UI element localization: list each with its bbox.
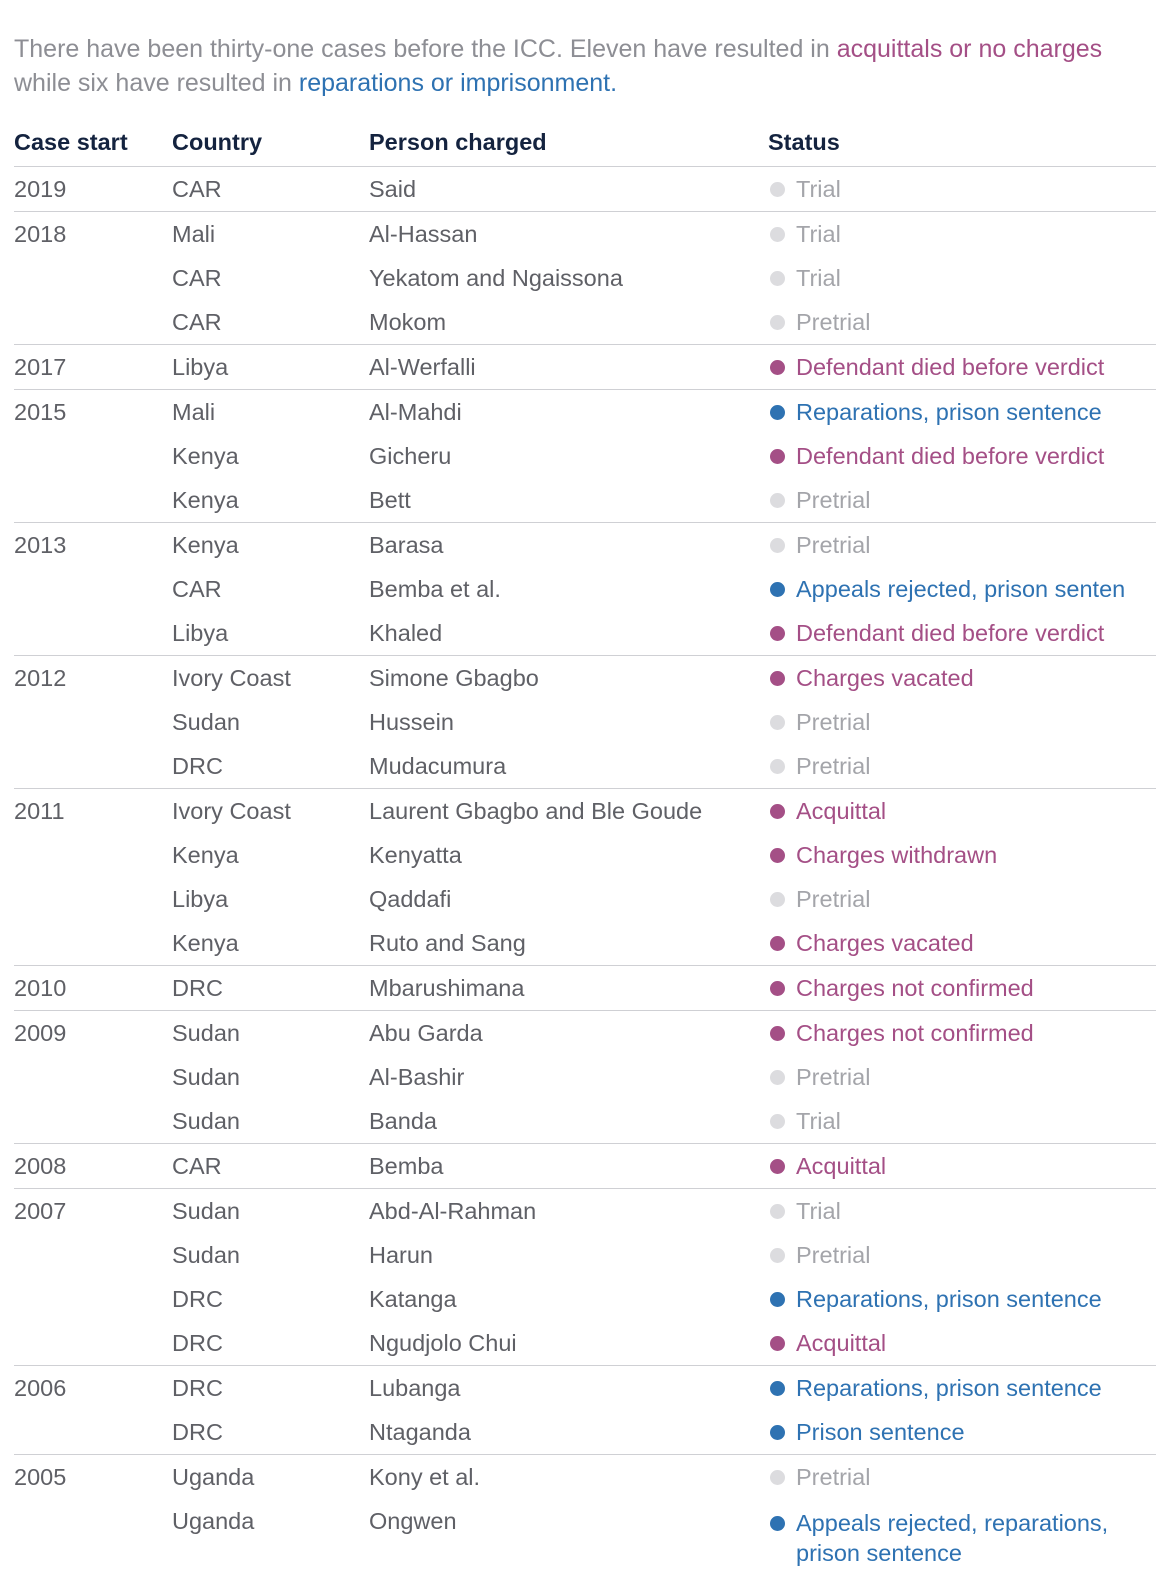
cell-case-start — [14, 1499, 172, 1574]
cell-person-charged: Katanga — [369, 1277, 768, 1321]
cell-person-charged: Ntaganda — [369, 1410, 768, 1455]
cell-status — [768, 345, 1156, 390]
table-row — [14, 789, 1156, 834]
status-label: Pretrial — [796, 530, 870, 560]
status-badge — [768, 1417, 965, 1447]
cell-status — [768, 1189, 1156, 1234]
table-row — [14, 1233, 1156, 1277]
status-label: Defendant died before verdict — [796, 352, 1104, 382]
cell-status — [768, 833, 1156, 877]
status-dot-icon — [770, 981, 785, 996]
status-badge — [768, 663, 974, 693]
cell-status — [768, 1277, 1156, 1321]
cell-status — [768, 1455, 1156, 1500]
cell-case-start — [14, 567, 172, 611]
table-row — [14, 1455, 1156, 1500]
cell-status — [768, 1321, 1156, 1366]
status-badge — [768, 1373, 1102, 1403]
status-dot-icon — [770, 182, 785, 197]
table-row — [14, 1099, 1156, 1144]
cell-status — [768, 744, 1156, 789]
cell-country: CAR — [172, 567, 369, 611]
cell-case-start: 2012 — [14, 656, 172, 701]
cell-person-charged: Mokom — [369, 300, 768, 345]
status-label: Trial — [796, 1106, 841, 1136]
status-badge — [768, 174, 841, 204]
status-badge — [768, 1284, 1102, 1314]
cell-case-start: 2019 — [14, 167, 172, 212]
table-row — [14, 656, 1156, 701]
cell-case-start: 2009 — [14, 1011, 172, 1056]
table-row — [14, 877, 1156, 921]
table-row — [14, 1189, 1156, 1234]
cell-case-start — [14, 1233, 172, 1277]
status-dot-icon — [770, 1425, 785, 1440]
cell-case-start — [14, 1055, 172, 1099]
cell-status — [768, 434, 1156, 478]
cell-case-start — [14, 1099, 172, 1144]
cell-person-charged: Al-Mahdi — [369, 390, 768, 435]
table-row — [14, 833, 1156, 877]
cell-country: Ivory Coast — [172, 656, 369, 701]
cell-status — [768, 1011, 1156, 1056]
cell-status — [768, 567, 1156, 611]
intro-part-3: . — [610, 69, 617, 97]
intro-text — [14, 32, 1156, 100]
status-dot-icon — [770, 360, 785, 375]
table-row — [14, 1410, 1156, 1455]
cell-status — [768, 1099, 1156, 1144]
table-row — [14, 966, 1156, 1011]
status-dot-icon — [770, 1292, 785, 1307]
table-row — [14, 345, 1156, 390]
status-label: Charges withdrawn — [796, 840, 997, 870]
cell-country: DRC — [172, 1410, 369, 1455]
table-row — [14, 567, 1156, 611]
cell-country: Kenya — [172, 478, 369, 523]
cell-person-charged: Khaled — [369, 611, 768, 656]
table-row — [14, 1277, 1156, 1321]
table-row — [14, 611, 1156, 656]
cell-country: DRC — [172, 744, 369, 789]
status-dot-icon — [770, 1470, 785, 1485]
cell-status — [768, 478, 1156, 523]
status-dot-icon — [770, 449, 785, 464]
status-label: Pretrial — [796, 707, 870, 737]
cell-status — [768, 256, 1156, 300]
status-label: Reparations, prison sentence — [796, 397, 1102, 427]
cell-country: CAR — [172, 1144, 369, 1189]
status-badge — [768, 707, 870, 737]
cell-country: Libya — [172, 877, 369, 921]
status-dot-icon — [770, 1204, 785, 1219]
status-label: Defendant died before verdict — [796, 441, 1104, 471]
cell-status — [768, 1233, 1156, 1277]
table-row — [14, 212, 1156, 257]
status-label: Pretrial — [796, 485, 870, 515]
cell-country: DRC — [172, 1277, 369, 1321]
status-badge — [768, 485, 870, 515]
cell-person-charged: Mbarushimana — [369, 966, 768, 1011]
cell-case-start — [14, 744, 172, 789]
cell-person-charged: Hussein — [369, 700, 768, 744]
status-badge — [768, 796, 886, 826]
status-badge — [768, 1106, 841, 1136]
intro-highlight-acquittals: acquittals or no charges — [837, 35, 1102, 63]
cell-person-charged: Kenyatta — [369, 833, 768, 877]
cell-case-start — [14, 300, 172, 345]
status-dot-icon — [770, 315, 785, 330]
cell-country: Sudan — [172, 1189, 369, 1234]
cell-person-charged: Banda — [369, 1099, 768, 1144]
cell-status — [768, 877, 1156, 921]
status-badge — [768, 307, 870, 337]
status-label: Reparations, prison sentence — [796, 1284, 1102, 1314]
status-dot-icon — [770, 271, 785, 286]
table-row — [14, 1366, 1156, 1411]
status-label: Defendant died before verdict — [796, 618, 1104, 648]
status-dot-icon — [770, 582, 785, 597]
table-body — [14, 167, 1156, 1574]
status-dot-icon — [770, 1336, 785, 1351]
cell-status — [768, 1499, 1156, 1574]
cell-case-start: 2008 — [14, 1144, 172, 1189]
cell-country: Mali — [172, 212, 369, 257]
cell-person-charged: Al-Hassan — [369, 212, 768, 257]
status-dot-icon — [770, 1070, 785, 1085]
status-badge — [768, 1062, 870, 1092]
table-row — [14, 1321, 1156, 1366]
cell-country: Uganda — [172, 1455, 369, 1500]
cell-status — [768, 523, 1156, 568]
cell-person-charged: Simone Gbagbo — [369, 656, 768, 701]
table-header-row — [14, 118, 1156, 167]
status-dot-icon — [770, 759, 785, 774]
status-label: Trial — [796, 174, 841, 204]
status-label: Pretrial — [796, 1240, 870, 1270]
status-dot-icon — [770, 626, 785, 641]
status-badge — [768, 1151, 886, 1181]
cell-case-start — [14, 1321, 172, 1366]
cell-person-charged: Ngudjolo Chui — [369, 1321, 768, 1366]
status-badge — [768, 397, 1102, 427]
table-row — [14, 700, 1156, 744]
table-row — [14, 921, 1156, 966]
status-dot-icon — [770, 493, 785, 508]
cell-person-charged: Bemba et al. — [369, 567, 768, 611]
cell-person-charged: Ruto and Sang — [369, 921, 768, 966]
cell-case-start: 2018 — [14, 212, 172, 257]
cell-person-charged: Gicheru — [369, 434, 768, 478]
table-row — [14, 1144, 1156, 1189]
cell-person-charged: Lubanga — [369, 1366, 768, 1411]
cell-case-start: 2015 — [14, 390, 172, 435]
status-badge — [768, 1018, 1034, 1048]
cell-person-charged: Laurent Gbagbo and Ble Goude — [369, 789, 768, 834]
status-dot-icon — [770, 804, 785, 819]
cell-case-start — [14, 877, 172, 921]
table-row — [14, 523, 1156, 568]
cell-person-charged: Abd-Al-Rahman — [369, 1189, 768, 1234]
table-row — [14, 256, 1156, 300]
cell-country: Uganda — [172, 1499, 369, 1574]
table-row — [14, 167, 1156, 212]
cell-country: DRC — [172, 966, 369, 1011]
status-badge — [768, 1196, 841, 1226]
cell-country: CAR — [172, 256, 369, 300]
status-badge — [768, 574, 1125, 604]
status-label: Appeals rejected, prison senten — [796, 574, 1125, 604]
status-label: Trial — [796, 219, 841, 249]
cell-case-start — [14, 921, 172, 966]
cell-country: Mali — [172, 390, 369, 435]
header-status: Status — [768, 118, 1156, 167]
status-badge — [768, 1508, 1108, 1568]
header-person-charged: Person charged — [369, 118, 768, 167]
intro-part-2: while six have resulted in — [14, 69, 299, 97]
cell-country: CAR — [172, 300, 369, 345]
cell-country: Sudan — [172, 1055, 369, 1099]
cell-country: Ivory Coast — [172, 789, 369, 834]
status-dot-icon — [770, 892, 785, 907]
cell-person-charged: Harun — [369, 1233, 768, 1277]
cell-case-start: 2013 — [14, 523, 172, 568]
cell-person-charged: Kony et al. — [369, 1455, 768, 1500]
cell-status — [768, 700, 1156, 744]
status-label: Acquittal — [796, 1328, 886, 1358]
cell-case-start — [14, 611, 172, 656]
status-label: Trial — [796, 263, 841, 293]
cell-status — [768, 656, 1156, 701]
cell-case-start: 2005 — [14, 1455, 172, 1500]
status-dot-icon — [770, 227, 785, 242]
cell-country: DRC — [172, 1321, 369, 1366]
cell-country: Sudan — [172, 1011, 369, 1056]
status-badge — [768, 884, 870, 914]
status-dot-icon — [770, 1248, 785, 1263]
status-label: Reparations, prison sentence — [796, 1373, 1102, 1403]
intro-highlight-reparations: reparations or imprisonment — [299, 69, 610, 97]
cell-status — [768, 966, 1156, 1011]
cell-status — [768, 1410, 1156, 1455]
status-label: Pretrial — [796, 884, 870, 914]
cell-status — [768, 1366, 1156, 1411]
status-label: Pretrial — [796, 751, 870, 781]
cell-country: Libya — [172, 345, 369, 390]
status-badge — [768, 352, 1104, 382]
cell-case-start: 2010 — [14, 966, 172, 1011]
cell-person-charged: Ongwen — [369, 1499, 768, 1574]
status-badge — [768, 1240, 870, 1270]
table-row — [14, 1011, 1156, 1056]
status-label: Charges vacated — [796, 663, 974, 693]
cell-case-start — [14, 833, 172, 877]
cell-country: Kenya — [172, 833, 369, 877]
status-badge — [768, 840, 997, 870]
cell-country: Kenya — [172, 523, 369, 568]
status-label: Appeals rejected, reparations, prison sentence — [796, 1508, 1108, 1568]
status-dot-icon — [770, 848, 785, 863]
status-label: Prison sentence — [796, 1417, 965, 1447]
status-label: Acquittal — [796, 796, 886, 826]
status-badge — [768, 973, 1034, 1003]
cell-status — [768, 300, 1156, 345]
header-country: Country — [172, 118, 369, 167]
cell-country: Kenya — [172, 434, 369, 478]
cell-person-charged: Bemba — [369, 1144, 768, 1189]
status-label: Pretrial — [796, 1062, 870, 1092]
status-label: Charges not confirmed — [796, 1018, 1034, 1048]
status-dot-icon — [770, 1516, 785, 1531]
cell-country: Kenya — [172, 921, 369, 966]
cell-person-charged: Mudacumura — [369, 744, 768, 789]
status-dot-icon — [770, 538, 785, 553]
cell-person-charged: Said — [369, 167, 768, 212]
table-row — [14, 478, 1156, 523]
table-row — [14, 434, 1156, 478]
cell-case-start — [14, 434, 172, 478]
status-label: Pretrial — [796, 307, 870, 337]
status-label: Charges not confirmed — [796, 973, 1034, 1003]
cell-status — [768, 390, 1156, 435]
table-row — [14, 744, 1156, 789]
cell-status — [768, 921, 1156, 966]
cell-case-start: 2011 — [14, 789, 172, 834]
cell-case-start: 2017 — [14, 345, 172, 390]
cell-case-start — [14, 478, 172, 523]
status-dot-icon — [770, 1114, 785, 1129]
status-badge — [768, 263, 841, 293]
status-badge — [768, 1328, 886, 1358]
icc-cases-table — [14, 118, 1156, 1574]
status-dot-icon — [770, 1026, 785, 1041]
status-dot-icon — [770, 1159, 785, 1174]
cell-country: CAR — [172, 167, 369, 212]
status-label: Acquittal — [796, 1151, 886, 1181]
cell-person-charged: Al-Werfalli — [369, 345, 768, 390]
header-case-start: Case start — [14, 118, 172, 167]
status-dot-icon — [770, 715, 785, 730]
table-row — [14, 390, 1156, 435]
cell-case-start — [14, 1410, 172, 1455]
cell-country: Sudan — [172, 700, 369, 744]
cell-person-charged: Al-Bashir — [369, 1055, 768, 1099]
table-row — [14, 1499, 1156, 1574]
cell-country: Sudan — [172, 1233, 369, 1277]
cell-status — [768, 212, 1156, 257]
cell-country: Libya — [172, 611, 369, 656]
status-label: Pretrial — [796, 1462, 870, 1492]
status-badge — [768, 219, 841, 249]
intro-part-1: There have been thirty-one cases before the ICC. Eleven have resulted in — [14, 35, 837, 63]
cell-person-charged: Barasa — [369, 523, 768, 568]
status-badge — [768, 618, 1104, 648]
cell-country: DRC — [172, 1366, 369, 1411]
cell-case-start — [14, 1277, 172, 1321]
status-label: Trial — [796, 1196, 841, 1226]
status-dot-icon — [770, 1381, 785, 1396]
status-badge — [768, 928, 974, 958]
status-badge — [768, 1462, 870, 1492]
cell-status — [768, 1144, 1156, 1189]
cell-case-start: 2006 — [14, 1366, 172, 1411]
cell-case-start — [14, 256, 172, 300]
status-dot-icon — [770, 936, 785, 951]
cell-status — [768, 789, 1156, 834]
status-dot-icon — [770, 671, 785, 686]
cell-person-charged: Bett — [369, 478, 768, 523]
status-badge — [768, 441, 1104, 471]
cell-case-start — [14, 700, 172, 744]
status-badge — [768, 530, 870, 560]
cell-country: Sudan — [172, 1099, 369, 1144]
status-badge — [768, 751, 870, 781]
cell-person-charged: Abu Garda — [369, 1011, 768, 1056]
cell-case-start: 2007 — [14, 1189, 172, 1234]
cell-status — [768, 167, 1156, 212]
cell-person-charged: Qaddafi — [369, 877, 768, 921]
cell-status — [768, 611, 1156, 656]
status-label: Charges vacated — [796, 928, 974, 958]
cell-status — [768, 1055, 1156, 1099]
table-row — [14, 300, 1156, 345]
cell-person-charged: Yekatom and Ngaissona — [369, 256, 768, 300]
table-row — [14, 1055, 1156, 1099]
status-dot-icon — [770, 405, 785, 420]
